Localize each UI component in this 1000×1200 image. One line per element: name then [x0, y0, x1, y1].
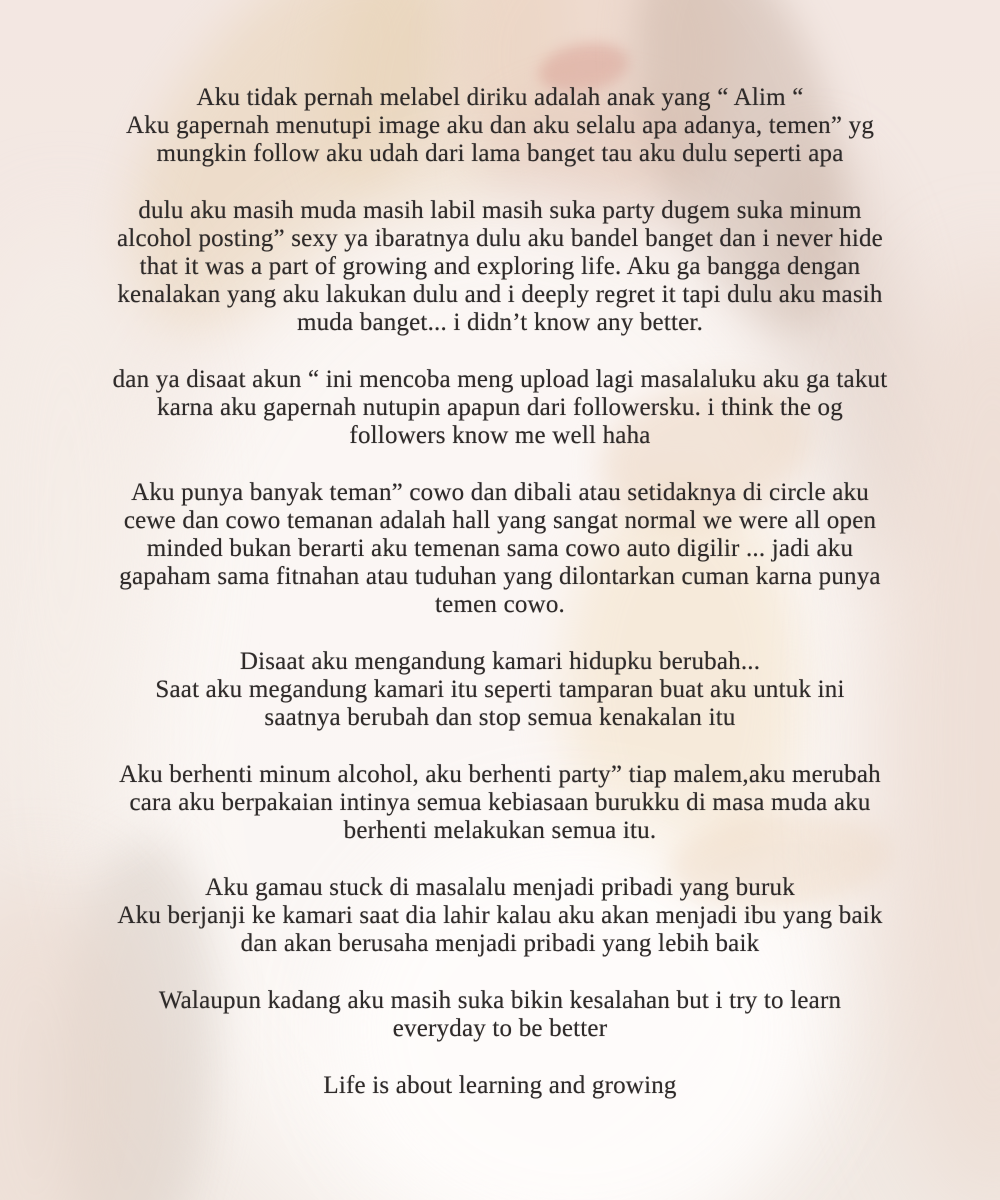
paragraph [50, 761, 950, 845]
text-line: dulu aku masih muda masih labil masih suka party dugem suka minum [138, 197, 862, 224]
text-line: dan akan berusaha menjadi pribadi yang lebih baik [240, 930, 760, 957]
text-line: Aku tidak pernah melabel diriku adalah anak yang “ Alim “ [196, 84, 804, 111]
paragraph [50, 874, 950, 958]
text-line: berhenti melakukan semua itu. [343, 817, 657, 844]
text-line: everyday to be better [392, 1015, 608, 1042]
text-line: saatnya berubah dan stop semua kenakalan itu [264, 704, 736, 731]
text-line: followers know me well haha [349, 422, 651, 449]
text-line: minded bukan berarti aku temenan sama cowo auto digilir ... jadi aku [146, 535, 854, 562]
text-line: cewe dan cowo temanan adalah hall yang sangat normal we were all open [123, 507, 877, 534]
text-line: that it was a part of growing and exploring life. Aku ga bangga dengan [139, 253, 861, 280]
paragraph [50, 479, 950, 619]
text-line: muda banget... i didn’t know any better. [296, 309, 704, 336]
paragraph [50, 84, 950, 168]
text-line: gapaham sama fitnahan atau tuduhan yang dilontarkan cuman karna punya [119, 563, 881, 590]
text-line: Aku berjanji ke kamari saat dia lahir kalau aku akan menjadi ibu yang baik [117, 902, 883, 929]
text-line: kenalakan yang aku lakukan dulu and i deeply regret it tapi dulu aku masih [117, 281, 883, 308]
text-line: Life is about learning and growing [323, 1072, 677, 1099]
text-line: mungkin follow aku udah dari lama banget tau aku dulu seperti apa [156, 140, 844, 167]
text-line: Aku gamau stuck di masalalu menjadi pribadi yang buruk [205, 874, 795, 901]
text-line: dan ya disaat akun “ ini mencoba meng upload lagi masalaluku aku ga takut [112, 366, 888, 393]
paragraph [50, 987, 950, 1043]
post-body [50, 84, 950, 1100]
paragraph [50, 648, 950, 732]
text-line: Aku gapernah menutupi image aku dan aku selalu apa adanya, temen” yg [125, 112, 875, 139]
paragraph [50, 1072, 950, 1100]
text-line: Aku berhenti minum alcohol, aku berhenti party” tiap malem,aku merubah [119, 761, 881, 788]
paragraph [50, 197, 950, 337]
text-line: Saat aku megandung kamari itu seperti tamparan buat aku untuk ini [155, 676, 845, 703]
text-line: Disaat aku mengandung kamari hidupku berubah... [239, 648, 761, 675]
text-line: Walaupun kadang aku masih suka bikin kesalahan but i try to learn [158, 987, 842, 1014]
paragraph [50, 366, 950, 450]
text-line: karna aku gapernah nutupin apapun dari followersku. i think the og [157, 394, 843, 421]
text-line: Aku punya banyak teman” cowo dan dibali atau setidaknya di circle aku [131, 479, 869, 506]
text-line: cara aku berpakaian intinya semua kebiasaan burukku di masa muda aku [129, 789, 871, 816]
text-line: alcohol posting” sexy ya ibaratnya dulu aku bandel banget dan i never hide [117, 225, 883, 252]
text-line: temen cowo. [435, 591, 565, 618]
